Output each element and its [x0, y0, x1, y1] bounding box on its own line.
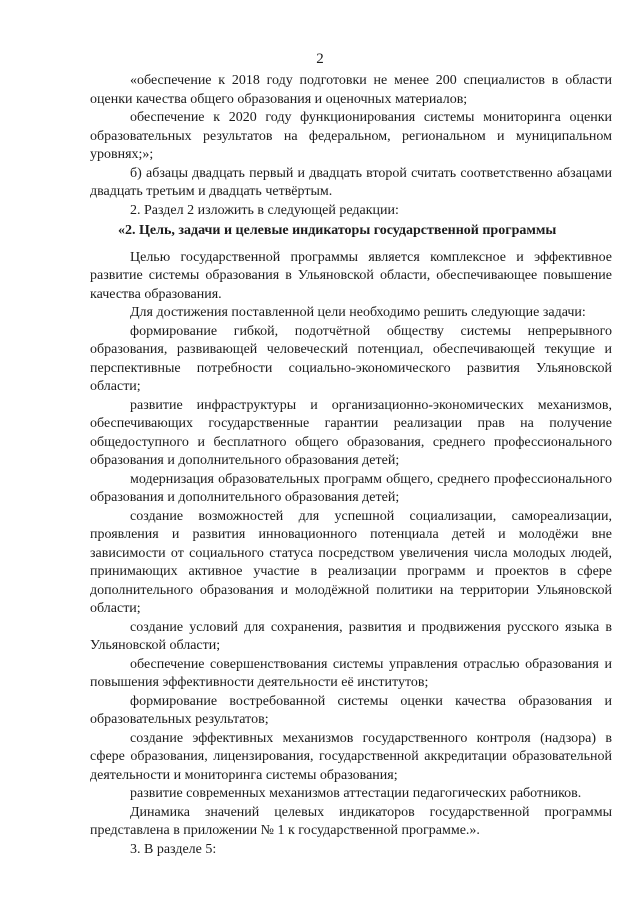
- task-item-7: формирование востребованной системы оценки качества образования и образовательных результатов;: [90, 693, 612, 727]
- task-item-9: развитие современных механизмов аттестации педагогических работников.: [130, 786, 582, 801]
- task-item-5: создание условий для сохранения, развития и продвижения русского языка в Ульяновской области;: [90, 619, 612, 653]
- section-heading: «2. Цель, задачи и целевые индикаторы государственной программы: [118, 223, 557, 238]
- task-item-1: формирование гибкой, подотчётной обществу системы непрерывного образования, развивающей человеческий потенциал, обеспечивающей текущие и перспективные потребности социально-экономического развития Ульяновской области;: [90, 323, 612, 394]
- task-item-4: создание возможностей для успешной социализации, самореализации, проявления и развития инновационного потенциала детей и молодёжи вне зависимости от социального статуса посредством увеличения числа молодых людей, принимающих активное участие в реализации программ и проектов в сфере дополнительного образования и молодёжной политики на территории Ульяновской области;: [90, 508, 612, 616]
- paragraph-indicators: Динамика значений целевых индикаторов государственной программы представлена в приложении № 1 к государственной программе.».: [90, 804, 612, 838]
- paragraph-amendment-2: 2. Раздел 2 изложить в следующей редакции:: [130, 202, 399, 218]
- task-item-8: создание эффективных механизмов государственного контроля (надзора) в сфере образования, лицензирования, государственной аккредитации образовательной деятельности и мониторинга системы образования;: [90, 730, 612, 783]
- paragraph-amendment-3: 3. В разделе 5:: [130, 841, 217, 857]
- paragraph-goal: Целью государственной программы является комплексное и эффективное развитие системы образования в Ульяновской области, обеспечивающее повышение качества образования.: [90, 249, 612, 302]
- task-item-3: модернизация образовательных программ общего, среднего профессионального образования и дополнительного образования детей;: [90, 471, 612, 505]
- paragraph-item-3: б) абзацы двадцать первый и двадцать второй считать соответственно абзацами двадцать третьим и двадцать четвёртым.: [90, 165, 612, 199]
- task-item-6: обеспечение совершенствования системы управления отраслью образования и повышения эффективности деятельности её институтов;: [90, 656, 612, 690]
- page-number: 2: [316, 51, 324, 67]
- document-body: [90, 72, 612, 859]
- paragraph-item-2: обеспечение к 2020 году функционирования системы мониторинга оценки образовательных результатов на федеральном, региональном и муниципальном уровнях;»;: [90, 110, 612, 162]
- task-item-2: развитие инфраструктуры и организационно-экономических механизмов, обеспечивающих государственные гарантии реализации прав на получение общедоступного и бесплатного общего образования, среднего профессионального образования и дополнительного образования детей;: [90, 397, 612, 468]
- paragraph-item-1: «обеспечение к 2018 году подготовки не менее 200 специалистов в области оценки качества общего образования и оценочных материалов;: [90, 73, 612, 107]
- paragraph-tasks-intro: Для достижения поставленной цели необходимо решить следующие задачи:: [130, 305, 586, 320]
